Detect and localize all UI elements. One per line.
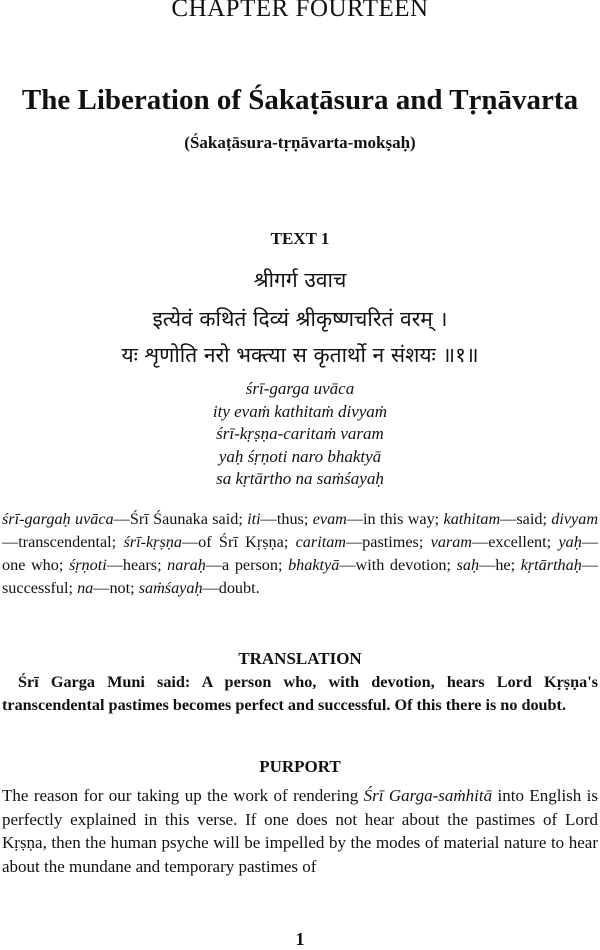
synonym-term: caritam (295, 533, 346, 551)
synonym-term: naraḥ (167, 556, 206, 574)
synonym-term: evam (312, 510, 347, 528)
transliteration-line: śrī-kṛṣṇa-caritaṁ varam (216, 424, 384, 443)
synonym-term: śrī-gargaḥ uvāca (2, 510, 114, 528)
synonym-term: varam (430, 533, 473, 551)
page-number: 1 (295, 929, 305, 949)
synonym-meaning: he (495, 556, 511, 574)
synonym-meaning: said (516, 510, 543, 528)
synonym-term: iti (247, 510, 261, 528)
translation-heading: TRANSLATION (238, 649, 362, 668)
transliteration-line: ity evaṁ kathitaṁ divyaṁ (212, 401, 388, 421)
synonym-term: kathitam (443, 510, 501, 528)
word-for-word-synonyms: śrī-gargaḥ uvāca—Śrī Śaunaka said; iti—thus; evam—in this way; kathitam—said; divyam—transcendental; śrī-kṛṣṇa—of Śrī Kṛṣṇa; caritam—pastimes; varam—excellent; yaḥ—one who; śṛṇoti—hears; naraḥ—a person; bhaktyā—with devotion; saḥ—he; kṛtārthaḥ—successful; na—not; saṁśayaḥ—doubt. (2, 510, 599, 597)
transliteration-line: śrī-garga uvāca (245, 379, 355, 398)
synonym-meaning: of Śrī Kṛṣṇa (198, 533, 284, 551)
synonym-meaning: one who (2, 556, 59, 574)
synonym-meaning: pastimes (362, 533, 419, 551)
synonym-meaning: Śrī Śaunaka said (129, 510, 239, 528)
devanagari-line-3: यः शृणोति नरो भक्त्या स कृतार्थो न संशयः ॥१॥ (121, 343, 479, 367)
synonym-meaning: successful (2, 579, 69, 597)
synonym-term: yaḥ (558, 533, 582, 551)
synonym-term: na (77, 579, 94, 597)
devanagari-line-2: इत्येवं कथितं दिव्यं श्रीकृष्णचरितं वरम् । (152, 307, 448, 331)
purport-text: into English is perfectly explained in this verse. If one does not hear about the pastimes of Lord Kṛṣṇa, then the human psyche will be impelled by the modes of material nature to hear about the mundane and temporary pastimes of (2, 786, 599, 876)
synonym-meaning: doubt. (218, 579, 260, 597)
text-number-heading: TEXT 1 (270, 229, 330, 248)
purport-text: The reason for our taking up the work of rendering (2, 786, 364, 805)
transliteration-block (0, 378, 600, 491)
translation-paragraph: Śrī Garga Muni said: A person who, with devotion, hears Lord Kṛṣṇa's transcendental pastimes becomes perfect and successful. Of this there is no doubt. (2, 673, 598, 714)
synonym-meaning: excellent (488, 533, 547, 551)
synonym-meaning: in this way (363, 510, 435, 528)
synonym-meaning: hears (122, 556, 158, 574)
synonym-term: kṛtārthaḥ (520, 556, 582, 574)
synonym-meaning: a person (222, 556, 278, 574)
transliteration-line: yaḥ śṛṇoti naro bhaktyā (218, 446, 382, 466)
synonym-term: saṁśayaḥ (138, 579, 203, 597)
transliteration-line: sa kṛtārtho na saṁśayaḥ (216, 469, 384, 488)
synonym-meaning: not (109, 579, 131, 597)
purport-heading: PURPORT (259, 757, 341, 776)
synonym-term: bhaktyā (288, 556, 340, 574)
synonym-meaning: transcendental (18, 533, 112, 551)
devanagari-line-1: श्रीगर्ग उवाच (253, 268, 347, 292)
chapter-title: The Liberation of Śakaṭāsura and Tṛṇāvarta (21, 84, 579, 116)
synonym-term: śrī-kṛṣṇa (123, 533, 182, 551)
synonym-meaning: with devotion (355, 556, 447, 574)
chapter-heading: CHAPTER FOURTEEN (171, 0, 429, 22)
book-title: Śrī Garga-saṁhitā (363, 786, 493, 805)
purport-paragraph (2, 784, 598, 878)
synonym-term: saḥ (456, 556, 480, 574)
synonym-meaning: thus (276, 510, 304, 528)
synonym-term: divyam (551, 510, 599, 528)
chapter-subtitle: (Śakaṭāsura-tṛṇāvarta-mokṣaḥ) (184, 133, 416, 152)
synonym-term: śṛṇoti (68, 556, 107, 574)
